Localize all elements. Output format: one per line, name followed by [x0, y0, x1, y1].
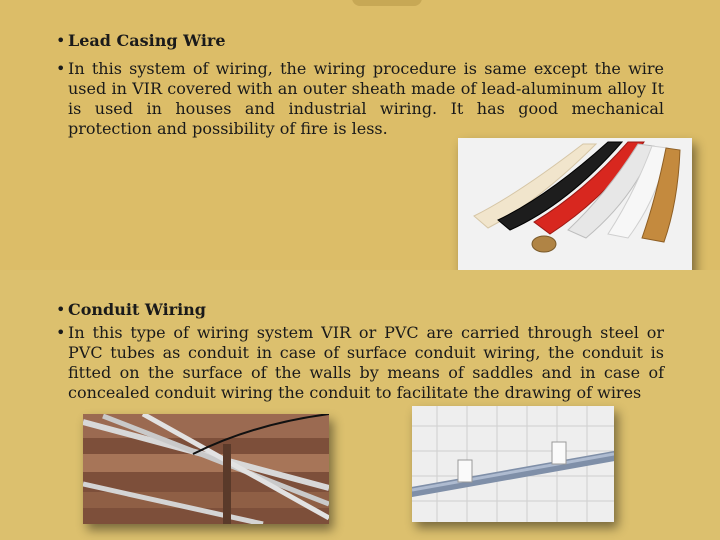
title-fragment	[352, 0, 422, 6]
conduit-heading: Conduit Wiring	[68, 300, 206, 319]
lead-casing-heading: Lead Casing Wire	[68, 31, 226, 50]
ceiling-conduit-photo	[83, 414, 329, 524]
lead-casing-paragraph: In this system of wiring, the wiring procedure is same except the wire used in VIR covered with an outer sheath made of lead-aluminum alloy It is used in houses and industrial wiring. It has good mechanical protection and possibility of fire is less.	[68, 59, 664, 138]
bullet-dot: •	[56, 59, 66, 78]
bullet-dot: •	[56, 300, 66, 319]
bullet-dot: •	[56, 323, 66, 342]
wall-conduit-photo	[412, 406, 614, 522]
bullet-dot: •	[56, 31, 66, 50]
conduit-paragraph: In this type of wiring system VIR or PVC are carried through steel or PVC tubes as conduit in case of surface conduit wiring, the conduit is fitted on the surface of the walls by means of saddles and in case of concealed conduit wiring the conduit to facilitate the drawing of wires	[68, 323, 664, 402]
slide-bottom	[0, 270, 720, 540]
wire-casing-photo	[458, 138, 692, 278]
